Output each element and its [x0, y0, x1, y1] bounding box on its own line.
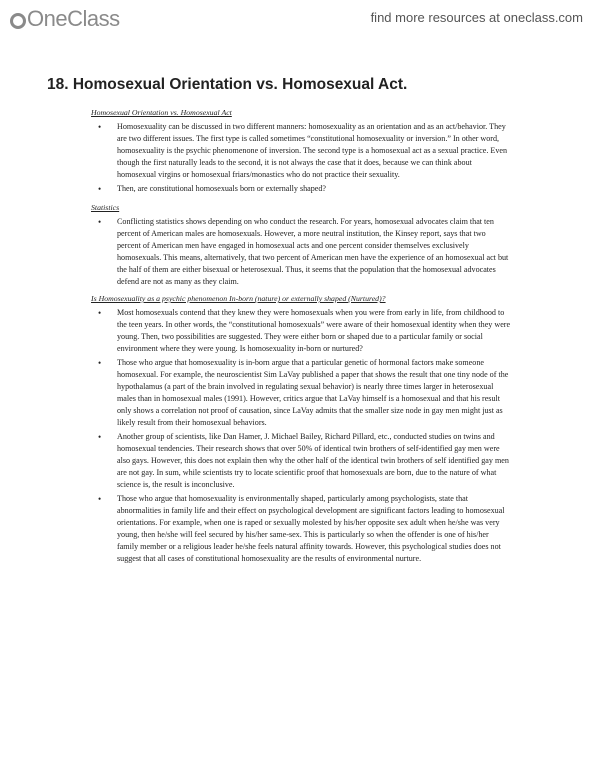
list-item: • Those who argue that homosexuality is in-born argue that a particular genetic of hormonal factors make someone homosexual. For example, the neuroscientist Sim LaVay published a paper that shows the result that one tiny node of the hypothalamus (a part of the brain involved in regulating sexual behavior) is nearly three times larger in heterosexual males than in homosexual males (1991). However, critics argue that LaVay himself is a homosexual and that his result only shows a correlation not proof of causation, since LaVay admits that the smaller size node in gay men might just as likely result from their homosexual behaviors. [117, 357, 511, 429]
section-heading-statistics: Statistics [91, 203, 120, 212]
logo-text: OneClass [27, 6, 120, 31]
page-header [0, 0, 595, 38]
logo-ring-icon [10, 13, 26, 29]
list-item: • Homosexuality can be discussed in two different manners: homosexuality as an orientation and as an act/behavior. They are two different issues. The first type is called sometimes “constitutional homosexuality or inversion.” In other word, homosexuality is the psychic phenomenone of inversion. The second type is a homosexual act as a sexual practice. Even though the first naturally leads to the second, it is not always the case that it does, because we can think about homosexual virgins or homosexual friars/monastics who do not practice their sexuality. [117, 121, 511, 181]
section-list-nature-nurture [91, 307, 511, 565]
list-item: • Those who argue that homosexuality is environmentally shaped, particularly among psychologists, state that abnormalities in family life and their effect on psychological development are significant factors leading to homosexual orientations. For example, when one is raped or sexually molested by his/her opposite sex adult when he/she was very young, then he/she will feel secured by his/her same-sex. This is particularly so when the offender is one of his/her family member or a religious leader he/she feels natural affinity towards. However, this psychological studies does not suggest that all cases of constitutional homosexuality are the results of environmental nurture. [117, 493, 511, 565]
document-body [47, 76, 511, 567]
section-list-statistics [91, 216, 511, 288]
list-item: • Then, are constitutional homosexuals born or externally shaped? [117, 183, 511, 195]
list-item: • Another group of scientists, like Dan Hamer, J. Michael Bailey, Richard Pillard, etc., conducted studies on twins and homosexual tendencies. Their research shows that over 50% of identical twin brothers of self-identified gay men were also gays. However, this does not explain then why the other half of the identical twin brothers of self identified gay men are not gay. In sum, while scientists try to locate scientific proof that homosexuals are born, due to the nature of what science is, the result is inconclusive. [117, 431, 511, 491]
header-tagline-link[interactable]: find more resources at oneclass.com [370, 10, 583, 25]
oneclass-logo[interactable] [10, 6, 120, 32]
list-item: • Most homosexuals contend that they knew they were homosexuals when you were from early in life, from childhood to the teen years. In other words, the “constitutional homosexuals” were aware of their homosexual identity when they were young. Then, two possibilities are suggested. They were either born or shaped due to a particular family or social environment where they were young. Is homosexuality in-born or nurtured? [117, 307, 511, 355]
list-item: • Conflicting statistics shows depending on who conduct the research. For years, homosexual advocates claim that ten percent of American males are homosexuals. However, a more neutral institution, the Kinsey report, says that two percent of American men have engaged in homosexual acts and one percent consider themselves exclusively homosexuals. This means, alternatively, that two percent of American men have the experience of an homosexual act but the half of them are either bisexual or heterosexual. Thus, it seems that the population that the homosexual advocates defend are not as many as they claim. [117, 216, 511, 288]
section-list-orientation [91, 121, 511, 195]
document-title: 18. Homosexual Orientation vs. Homosexual Act. [47, 76, 408, 93]
section-heading-orientation: Homosexual Orientation vs. Homosexual Act [91, 108, 232, 117]
section-heading-nature-nurture: Is Homosexuality as a psychic phenomenon In-born (nature) or externally shaped (Nurtured)? [91, 294, 386, 303]
